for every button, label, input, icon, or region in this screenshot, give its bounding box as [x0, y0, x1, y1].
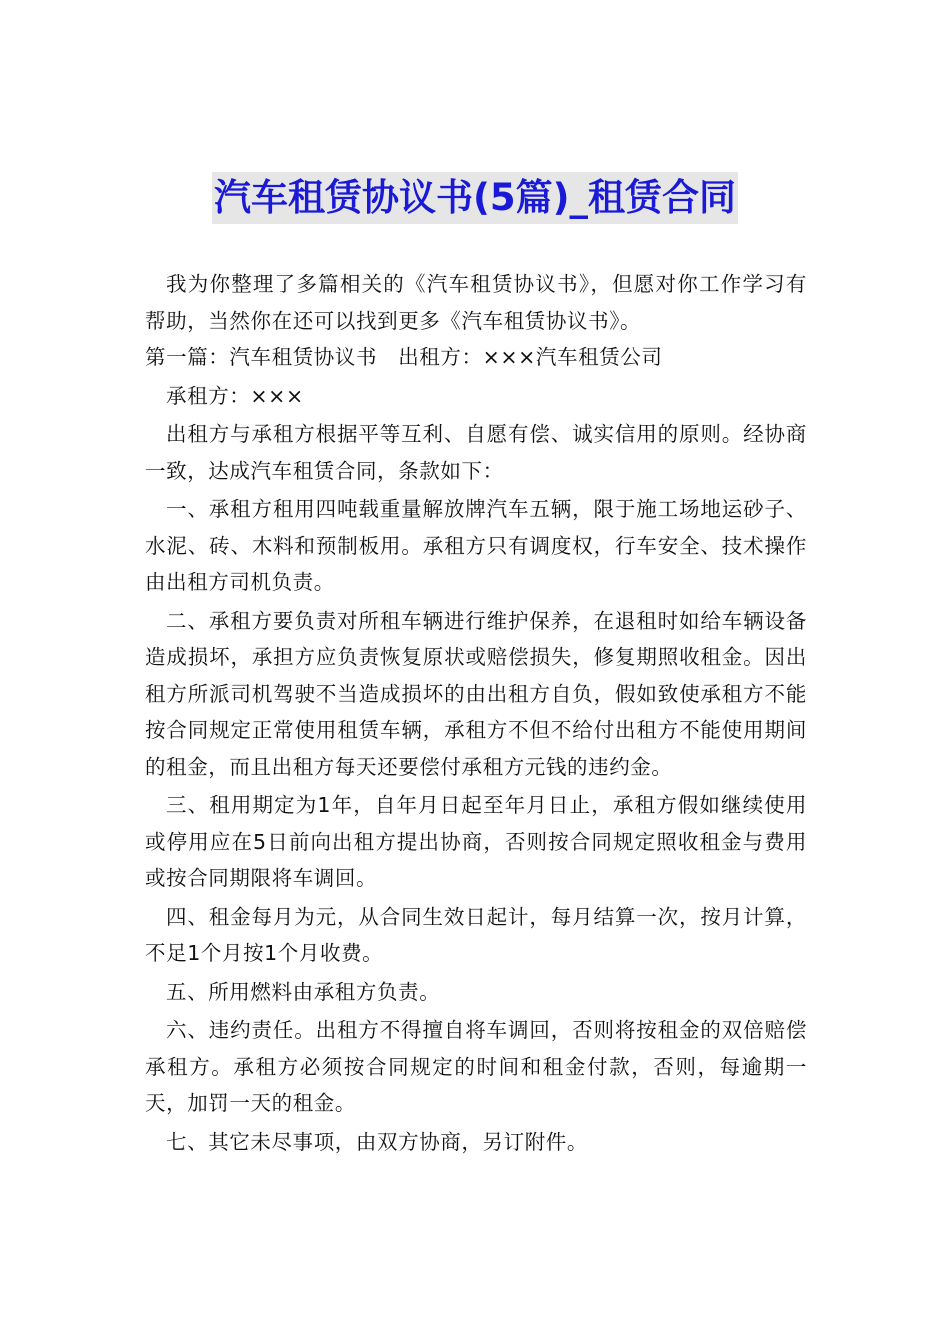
first-article-heading: 第一篇：汽车租赁协议书 出租方：×××汽车租赁公司	[145, 345, 663, 369]
clause-2: 二、承租方要负责对所租车辆进行维护保养，在退租时如给车辆设备造成损坏，承担方应负责恢复原状或赔偿损失，修复期照收租金。因出租方所派司机驾驶不当造成损坏的由出租方自负，假如致使承租方不能按合同规定正常使用租赁车辆，承租方不但不给付出租方不能使用期间的租金，而且出租方每天还要偿付承租方元钱的违约金。	[145, 608, 807, 779]
intro-paragraph: 我为你整理了多篇相关的《汽车租赁协议书》，但愿对你工作学习有帮助，当然你在还可以找到更多《汽车租赁协议书》。	[145, 272, 807, 333]
clause-5: 五、所用燃料由承租方负责。	[166, 979, 441, 1004]
clause-6: 六、违约责任。出租方不得擅自将车调回，否则将按租金的双倍赔偿承租方。承租方必须按合同规定的时间和租金付款，否则，每逾期一天，加罚一天的租金。	[145, 1018, 807, 1115]
lessee-line: 承租方：×××	[166, 383, 304, 408]
clause-7: 七、其它未尽事项，由双方协商，另订附件。	[166, 1129, 588, 1154]
clause-3: 三、租用期定为1年，自年月日起至年月日止，承租方假如继续使用或停用应在5日前向出租方提出协商，否则按合同规定照收租金与费用或按合同期限将车调回。	[145, 793, 807, 890]
document-title: 汽车租赁协议书(5篇)_租赁合同	[212, 172, 738, 224]
clause-1: 一、承租方租用四吨载重量解放牌汽车五辆，限于施工场地运砂子、水泥、砖、木料和预制板用。承租方只有调度权，行车安全、技术操作由出租方司机负责。	[145, 497, 807, 594]
title-container	[0, 172, 950, 224]
clause-4: 四、租金每月为元，从合同生效日起计，每月结算一次，按月计算，不足1个月按1个月收费。	[145, 904, 807, 965]
document-body	[145, 266, 807, 1160]
preamble-paragraph: 出租方与承租方根据平等互利、自愿有偿、诚实信用的原则。经协商一致，达成汽车租赁合同，条款如下：	[145, 422, 807, 483]
